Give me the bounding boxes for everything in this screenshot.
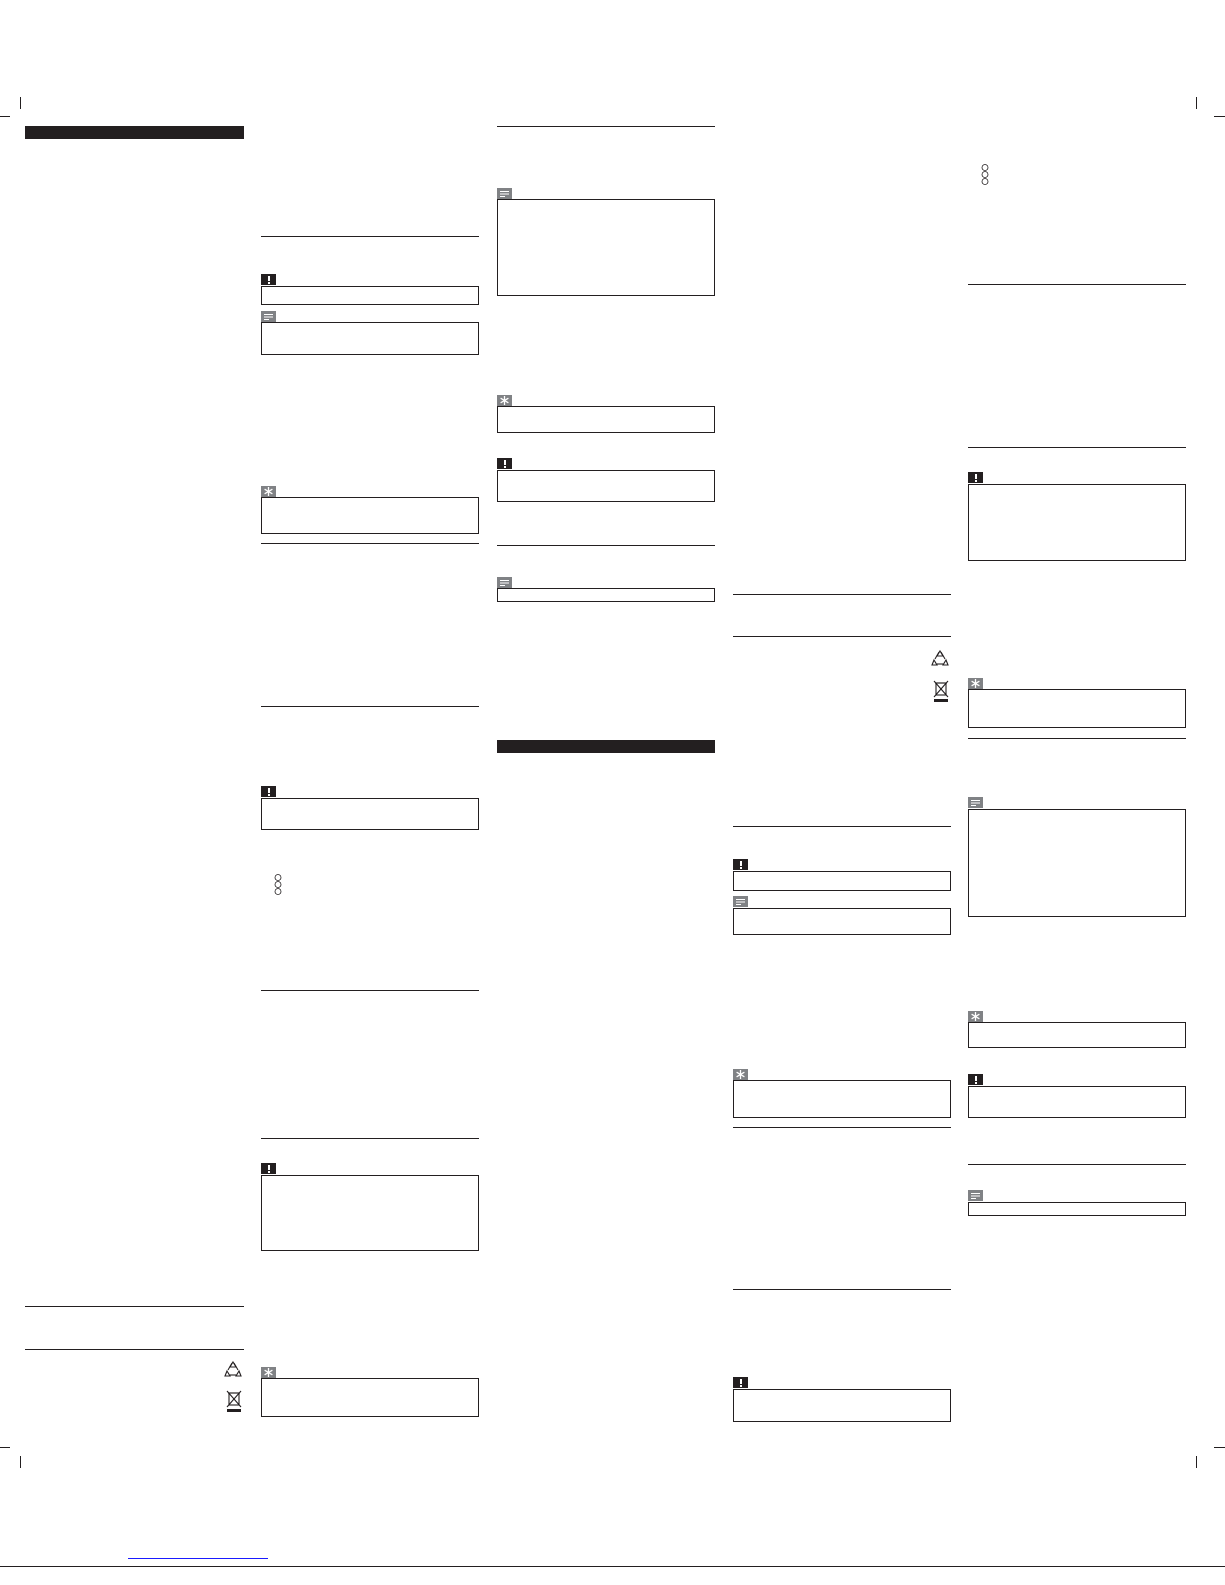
caution-box [968, 1086, 1186, 1118]
exclamation-icon [739, 861, 743, 869]
section-rule [968, 447, 1186, 448]
section-heading-bar [497, 740, 715, 753]
tip-tag [261, 486, 276, 497]
section-rule [261, 236, 479, 237]
lines-icon [971, 1193, 980, 1199]
lines-icon [971, 800, 980, 806]
section-rule [733, 826, 951, 827]
tip-box [497, 406, 715, 433]
section-rule [497, 545, 715, 546]
note-box [968, 809, 1186, 917]
tip-box [968, 1022, 1186, 1048]
lines-icon [736, 899, 745, 905]
crop-mark-top-right-v [1196, 97, 1197, 109]
note-box [261, 322, 479, 355]
note-box [733, 908, 951, 935]
crop-mark-bottom-left-h [0, 1447, 10, 1448]
exclamation-icon [974, 474, 978, 482]
crop-mark-bottom-right-v [1196, 1456, 1197, 1468]
caution-tag [261, 1163, 276, 1174]
asterisk-icon [971, 1012, 980, 1021]
lines-icon [500, 191, 509, 197]
exclamation-icon [267, 1165, 271, 1173]
note-box [968, 1202, 1186, 1216]
exclamation-icon [974, 1076, 978, 1084]
asterisk-icon [264, 487, 273, 496]
tip-tag [261, 1367, 276, 1378]
caution-box [261, 798, 479, 830]
caution-box [261, 286, 479, 305]
note-tag [261, 311, 276, 322]
caution-box [968, 484, 1186, 561]
asterisk-icon [736, 1070, 745, 1079]
caution-tag [261, 786, 276, 797]
asterisk-icon [500, 396, 509, 405]
exclamation-icon [739, 1379, 743, 1387]
section-rule [261, 706, 479, 707]
caution-tag [968, 1074, 983, 1085]
recycle-icon [224, 1360, 242, 1382]
caution-tag [261, 274, 276, 285]
asterisk-icon [264, 1368, 273, 1377]
note-box [497, 199, 715, 296]
caution-box [261, 1175, 479, 1251]
crop-mark-top-left-h [0, 116, 10, 117]
note-tag [968, 1190, 983, 1201]
page-bottom-rule [0, 1566, 1225, 1567]
step-markers [274, 874, 282, 900]
caution-tag [733, 1377, 748, 1388]
exclamation-icon [267, 788, 271, 796]
crop-mark-bottom-left-v [20, 1456, 21, 1468]
section-rule [261, 543, 479, 544]
recycle-icon [931, 649, 949, 671]
section-rule [733, 636, 951, 637]
crop-mark-top-left-v [20, 97, 21, 109]
crop-mark-bottom-right-h [1214, 1447, 1225, 1448]
crossed-out-bin-icon [933, 680, 949, 708]
section-rule [25, 1306, 244, 1307]
section-rule [497, 126, 715, 127]
step-markers [981, 164, 989, 190]
tip-box [968, 689, 1186, 728]
hyperlink-underline[interactable] [128, 1558, 268, 1559]
asterisk-icon [971, 679, 980, 688]
caution-box [733, 871, 951, 891]
section-rule [261, 1138, 479, 1139]
lines-icon [264, 314, 273, 320]
note-box [497, 588, 715, 602]
lines-icon [500, 580, 509, 586]
caution-tag [968, 472, 983, 483]
note-tag [497, 577, 512, 588]
tip-tag [968, 1011, 983, 1022]
section-rule [968, 738, 1186, 739]
caution-tag [497, 458, 512, 469]
tip-tag [733, 1069, 748, 1080]
tip-box [261, 1378, 479, 1417]
section-rule [733, 594, 951, 595]
caution-box [497, 470, 715, 502]
section-rule [968, 1164, 1186, 1165]
tip-box [733, 1080, 951, 1118]
crop-mark-top-right-h [1214, 116, 1225, 117]
tip-tag [968, 678, 983, 689]
exclamation-icon [267, 276, 271, 284]
crossed-out-bin-icon [226, 1390, 242, 1418]
tip-tag [497, 395, 512, 406]
note-tag [733, 896, 748, 907]
section-rule [25, 1349, 244, 1350]
tip-box [261, 497, 479, 534]
section-heading-bar [25, 126, 244, 139]
exclamation-icon [503, 460, 507, 468]
caution-box [733, 1389, 951, 1422]
section-rule [968, 284, 1186, 285]
section-rule [733, 1127, 951, 1128]
section-rule [261, 990, 479, 991]
note-tag [968, 797, 983, 808]
section-rule [733, 1289, 951, 1290]
caution-tag [733, 859, 748, 870]
note-tag [497, 188, 512, 199]
